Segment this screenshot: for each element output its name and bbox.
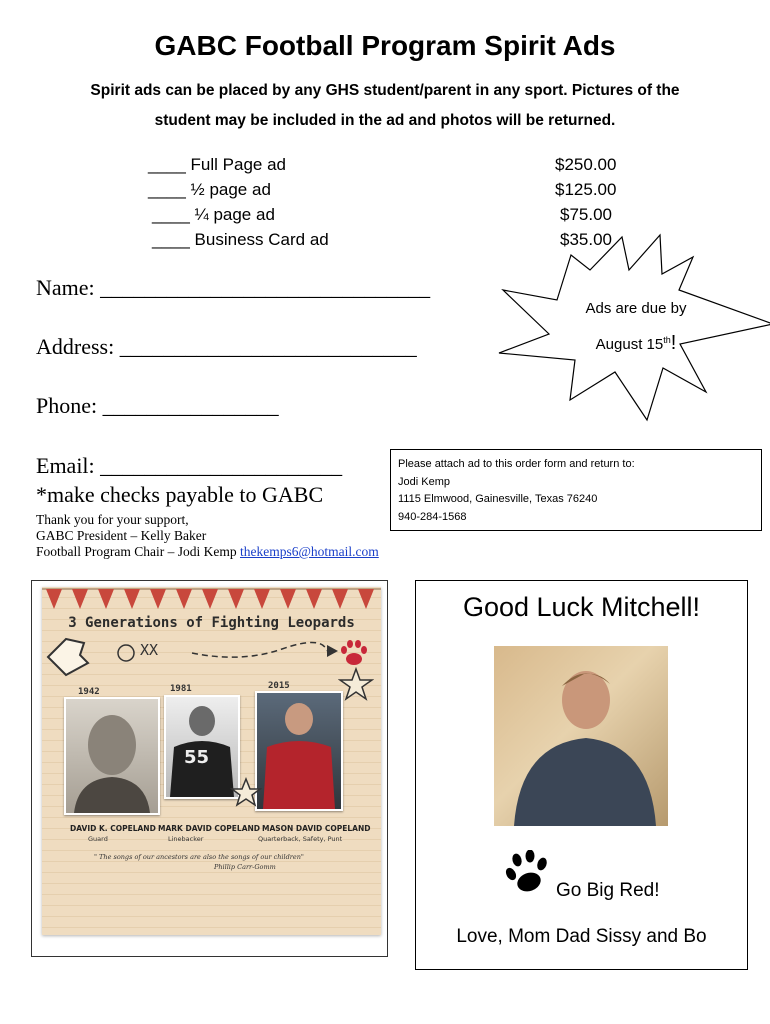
star-doodle-icon [230, 777, 262, 807]
ad-quote: " The songs of our ancestors are also the songs of our children" [94, 853, 304, 861]
page-title: GABC Football Program Spirit Ads [154, 30, 616, 61]
photo-2015 [255, 691, 343, 811]
go-big-red-text: Go Big Red! [556, 880, 660, 901]
return-phone: 940-284-1568 [398, 510, 467, 523]
name-field[interactable]: Name: ______________________________ [36, 275, 431, 300]
intro-line-1: Spirit ads can be placed by any GHS student/parent in any sport. Pictures of the [90, 82, 680, 99]
return-address-box [390, 449, 762, 531]
starburst-shape-icon [497, 232, 770, 428]
name-mason: MASON DAVID COPELAND [262, 824, 371, 833]
role-david: Guard [88, 835, 108, 843]
year-1942: 1942 [78, 687, 100, 697]
intro-text [40, 76, 730, 136]
pennant-banner-icon [42, 587, 381, 613]
mitchell-photo [494, 646, 668, 826]
thanks-line: Thank you for your support, [36, 512, 189, 527]
president-line: GABC President – Kelly Baker [36, 528, 207, 543]
good-luck-heading: Good Luck Mitchell! [462, 592, 701, 622]
return-name: Jodi Kemp [398, 475, 450, 488]
price-label-quarter: ____ ¼ page ad [152, 205, 275, 224]
return-address: 1115 Elmwood, Gainesville, Texas 76240 [398, 493, 598, 505]
chair-label: Football Program Chair – Jodi Kemp [36, 544, 240, 559]
contact-note [36, 512, 379, 560]
price-amount-business: $35.00 [560, 230, 612, 249]
generations-heading: 3 Generations of Fighting Leopards [68, 615, 355, 631]
play-diagram-marks: XX [140, 641, 159, 659]
email-field[interactable]: Email: ______________________ [36, 453, 343, 478]
name-mark: MARK DAVID COPELAND [158, 824, 261, 833]
intro-line-2: student may be included in the ad and photos will be returned. [154, 112, 616, 129]
year-2015: 2015 [268, 681, 290, 691]
checks-note: *make checks payable to GABC [36, 482, 324, 507]
paw-print-icon [503, 850, 551, 896]
address-field[interactable]: Address: ___________________________ [36, 334, 417, 359]
price-label-business: ____ Business Card ad [152, 230, 329, 249]
price-label-full: ____ Full Page ad [148, 155, 286, 174]
photo-1942 [64, 697, 160, 815]
price-amount-quarter: $75.00 [560, 205, 612, 224]
due-date-starburst [497, 232, 770, 428]
scrapbook-paper [42, 587, 381, 935]
star-doodle-icon [338, 667, 374, 701]
paw-print-icon [338, 639, 370, 669]
portrait-silhouette-icon [494, 646, 668, 826]
jersey-number: 55 [184, 747, 210, 768]
phone-field[interactable]: Phone: ________________ [36, 393, 279, 418]
photo-1981 [164, 695, 240, 799]
chair-email-link[interactable]: thekemps6@hotmail.com [239, 544, 379, 559]
ad-quote-author: Phillip Carr-Gomm [214, 863, 276, 871]
starburst-line-1: Ads are due by [585, 300, 687, 317]
year-1981: 1981 [170, 684, 192, 694]
role-mason: Quarterback, Safety, Punt [258, 835, 343, 843]
portrait-silhouette-icon [66, 699, 158, 813]
price-amount-full: $250.00 [555, 155, 617, 174]
chair-line [36, 544, 379, 560]
return-instructions: Please attach ad to this order form and return to: [398, 458, 635, 470]
name-david: DAVID K. COPELAND [70, 824, 156, 833]
price-label-half: ____ ½ page ad [148, 180, 271, 199]
price-amount-half: $125.00 [555, 180, 617, 199]
love-signoff: Love, Mom Dad Sissy and Bo [456, 926, 707, 947]
football-player-silhouette-icon [257, 693, 341, 809]
starburst-line-2: August 15th! [595, 332, 677, 354]
arrow-sign-icon [44, 635, 90, 679]
role-mark: Linebacker [168, 835, 204, 843]
